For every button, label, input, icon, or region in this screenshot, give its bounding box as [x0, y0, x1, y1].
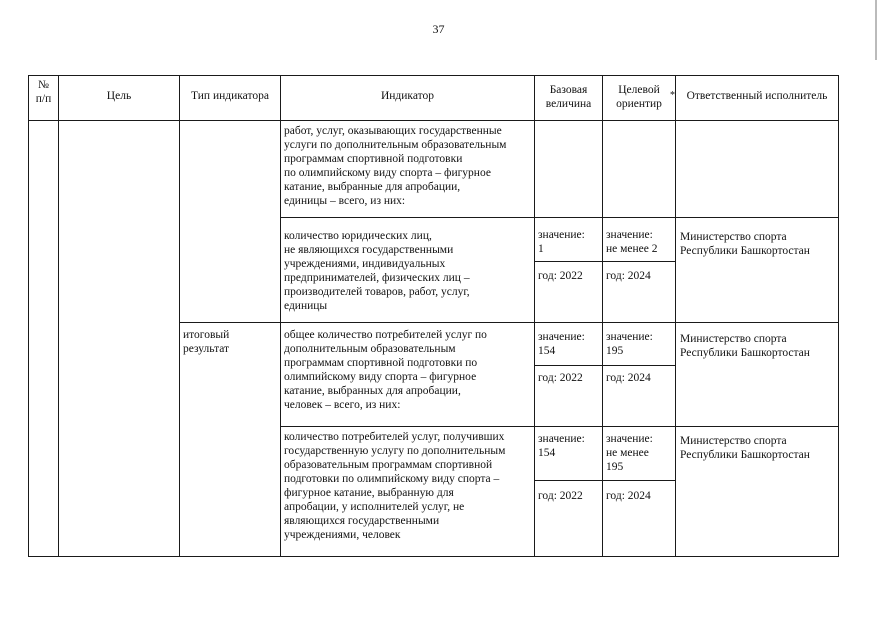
header-indicator-type: Тип индикатора	[191, 90, 269, 102]
header-indicator: Индикатор	[380, 90, 435, 102]
base-year: год: 2022	[538, 490, 583, 502]
cell-divider	[534, 480, 675, 481]
table-border-left	[28, 75, 29, 557]
table-border-right	[838, 75, 839, 557]
responsible-cell: Министерство спорта Республики Башкортостан	[680, 435, 810, 461]
base-year: год: 2022	[538, 270, 583, 282]
col-divider	[58, 75, 59, 557]
table-border-bottom	[28, 556, 839, 557]
responsible-cell: Министерство спорта Республики Башкортостан	[680, 231, 810, 257]
target-value: значение: не менее 195	[606, 433, 653, 473]
cell-divider	[534, 261, 675, 262]
col-divider	[280, 75, 281, 557]
header-divider	[28, 120, 839, 121]
indicator-cell: количество потребителей услуг, получивших государственную услугу по дополнительным образовательным программам спортивной подготовки по олимпийскому виду спорта – фигурное катание, выбранную для апробации, у исполнителей услуг, не являющихся государственными учреждениями, человек	[284, 431, 506, 541]
responsible-cell: Министерство спорта Республики Башкортостан	[680, 333, 810, 359]
target-year: год: 2024	[606, 372, 651, 384]
col-divider	[602, 75, 603, 557]
indicator-table	[28, 75, 839, 557]
target-year: год: 2024	[606, 490, 651, 502]
row-divider	[179, 322, 839, 323]
row-divider	[280, 426, 839, 427]
target-value: значение: 195	[606, 331, 653, 357]
table-border-top	[28, 75, 839, 76]
base-value: значение: 1	[538, 229, 585, 255]
header-goal: Цель	[106, 90, 132, 102]
indicator-cell: работ, услуг, оказывающих государственные услуги по дополнительным образовательным программам спортивной подготовки по олимпийскому виду спорта – фигурное катание, выбранные для апробации, единицы – всего, из них:	[284, 125, 507, 207]
indicator-type-cell: итоговый результат	[183, 329, 230, 355]
col-divider	[675, 75, 676, 557]
indicator-cell: количество юридических лиц, не являющихся государственными учреждениями, индивидуальных предпринимателей, физических лиц – производителей товаров, работ, услуг, единицы	[284, 230, 470, 312]
header-target	[603, 83, 675, 111]
header-base: Базовая величина	[545, 84, 592, 110]
target-value: значение: не менее 2	[606, 229, 658, 255]
base-value: значение: 154	[538, 433, 585, 459]
page-number: 37	[432, 22, 445, 36]
base-year: год: 2022	[538, 372, 583, 384]
row-divider	[280, 217, 839, 218]
header-target-label: Целевой ориентир	[616, 84, 662, 110]
col-divider	[534, 75, 535, 557]
header-num: № п/п	[35, 79, 52, 105]
header-responsible: Ответственный исполнитель	[686, 90, 828, 102]
target-year: год: 2024	[606, 270, 651, 282]
cell-divider	[534, 365, 675, 366]
base-value: значение: 154	[538, 331, 585, 357]
footnote-mark: *	[670, 90, 675, 101]
col-divider	[179, 75, 180, 557]
indicator-cell: общее количество потребителей услуг по дополнительным образовательным программам спортивной подготовки по олимпийскому виду спорта – фигурное катание, выбранных для апробации, человек – всего, из них:	[284, 329, 487, 411]
